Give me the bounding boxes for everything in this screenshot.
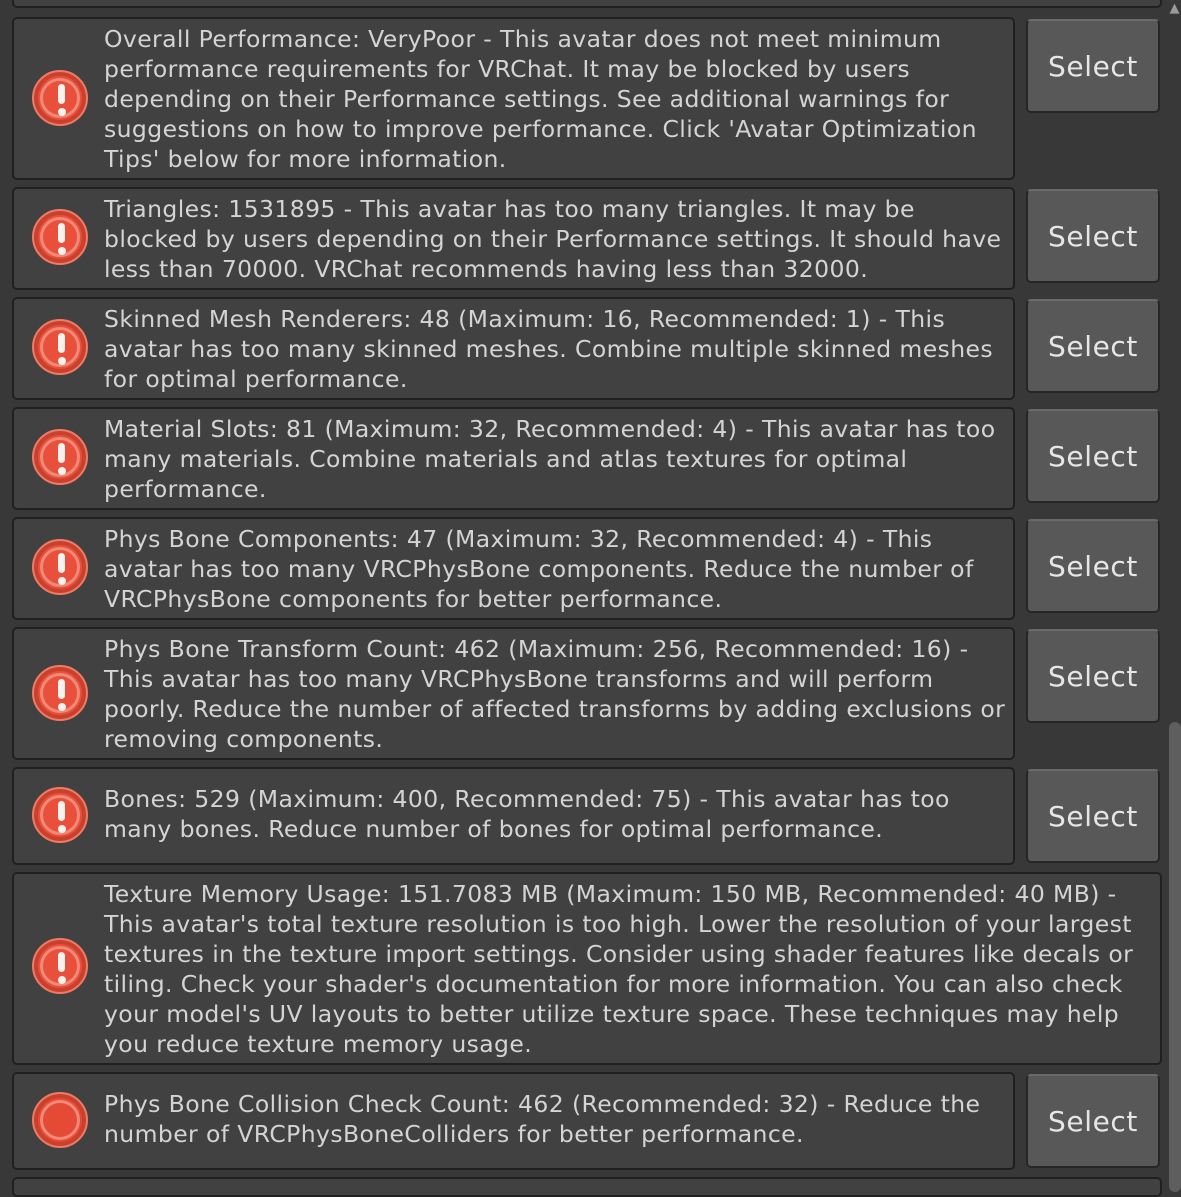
error-icon [32, 787, 88, 843]
warning-skinned-mesh-renderers [12, 297, 1015, 400]
warning-message: Phys Bone Collision Check Count: 462 (Recommended: 32) - Reduce the number of VRCPhysBoneColliders for better performance. [104, 1090, 981, 1148]
scroll-up-arrow-icon[interactable]: ▲ [1169, 1, 1180, 16]
warning-message: Phys Bone Transform Count: 462 (Maximum: 256, Recommended: 16) - This avatar has too many VRCPhysBone transforms and will perform poorly. Reduce the number of affected transforms by adding exclusions or removing components. [104, 635, 1006, 753]
error-icon [32, 209, 88, 265]
error-icon [32, 539, 88, 595]
select-button[interactable]: Select [1026, 519, 1160, 613]
warning-overall-performance [12, 17, 1015, 180]
select-button[interactable]: Select [1026, 189, 1160, 283]
warning-material-slots [12, 407, 1015, 510]
warning-message: Phys Bone Components: 47 (Maximum: 32, Recommended: 4) - This avatar has too many VRCPhysBone components. Reduce the number of VRCPhysBone components for better performance. [104, 525, 974, 613]
select-button[interactable]: Select [1026, 409, 1160, 503]
warning-phys-bone-transform-count [12, 627, 1015, 760]
warning-message: Overall Performance: VeryPoor - This avatar does not meet minimum performance requirements for VRChat. It may be blocked by users depending on their Performance settings. See additional warnings for suggestions on how to improve performance. Click 'Avatar Optimization Tips' below for more information. [104, 25, 977, 173]
select-button[interactable]: Select [1026, 1074, 1160, 1168]
warning-triangles [12, 187, 1015, 290]
error-icon [32, 938, 88, 994]
scrollbar-thumb[interactable] [1169, 722, 1181, 1192]
error-icon [32, 429, 88, 485]
warning-phys-bone-components [12, 517, 1015, 620]
previous-warning-box [12, 0, 1162, 8]
error-icon [32, 70, 88, 126]
next-warning-box [12, 1177, 1162, 1197]
warning-message: Bones: 529 (Maximum: 400, Recommended: 75) - This avatar has too many bones. Reduce number of bones for optimal performance. [104, 785, 950, 843]
warning-circle-icon [32, 1092, 88, 1148]
select-button[interactable]: Select [1026, 769, 1160, 863]
warning-message: Triangles: 1531895 - This avatar has too many triangles. It may be blocked by users depending on their Performance settings. It should have less than 70000. VRChat recommends having less than 32000. [104, 195, 1002, 283]
warning-message: Material Slots: 81 (Maximum: 32, Recommended: 4) - This avatar has too many materials. Combine materials and atlas textures for optimal performance. [104, 415, 996, 503]
warning-bones [12, 767, 1015, 865]
select-button[interactable]: Select [1026, 299, 1160, 393]
error-icon [32, 319, 88, 375]
select-button[interactable]: Select [1026, 19, 1160, 113]
error-icon [32, 665, 88, 721]
warning-message: Skinned Mesh Renderers: 48 (Maximum: 16, Recommended: 1) - This avatar has too many skinned meshes. Combine multiple skinned meshes for optimal performance. [104, 305, 993, 393]
select-button[interactable]: Select [1026, 629, 1160, 723]
warning-message: Texture Memory Usage: 151.7083 MB (Maximum: 150 MB, Recommended: 40 MB) - This avatar's total texture resolution is too high. Lower the resolution of your largest textures in the texture import settings. Consider using shader features like decals or tiling. Check your shader's documentation for more information. You can also check your model's UV layouts to better utilize texture space. These techniques may help you reduce texture memory usage. [104, 880, 1134, 1058]
warning-phys-bone-collision-check-count [12, 1072, 1015, 1170]
warning-texture-memory-usage [12, 872, 1162, 1065]
